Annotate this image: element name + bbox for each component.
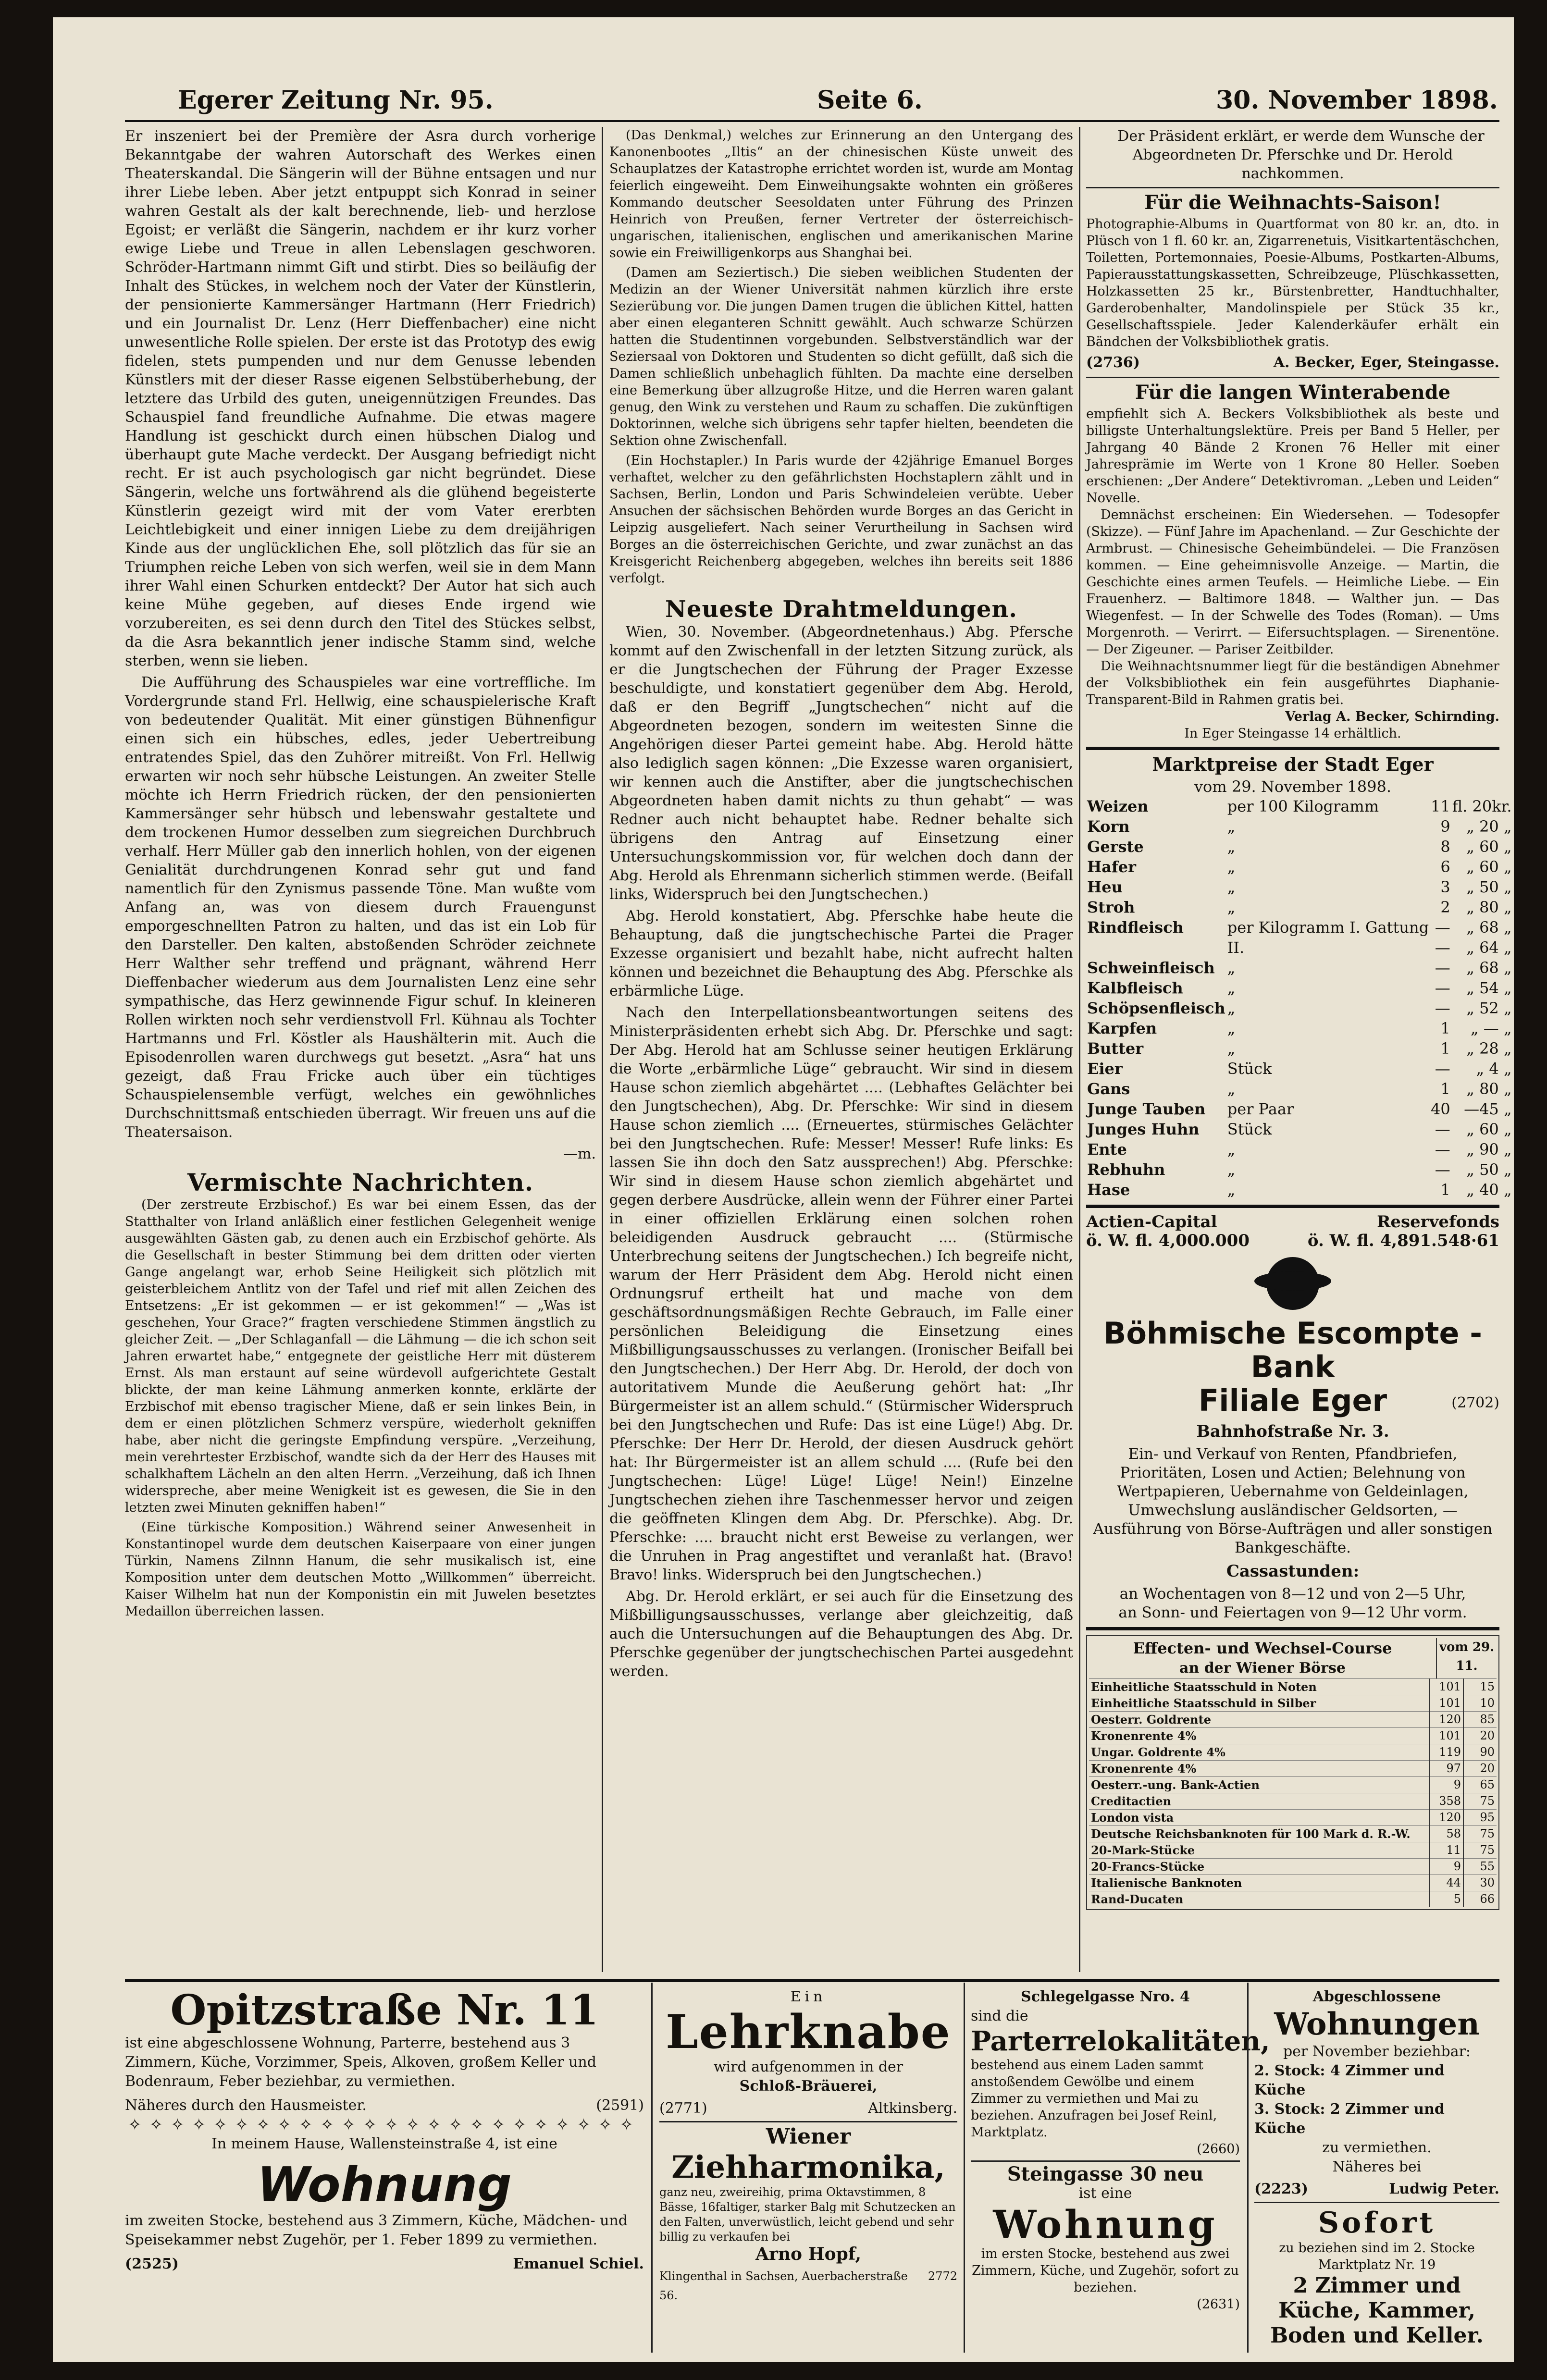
market-kr: „ 28 „ [1466,1039,1512,1058]
bank-reserve-value: ö. W. fl. 4,891.548·61 [1307,1231,1499,1250]
market-fl: 6 [1440,858,1450,876]
fx-name: Ungar. Goldrente 4% [1089,1744,1430,1761]
theater-review-text: Er inszeniert bei der Première der Asra durch vorherige Bekanntgabe der wahren Autorschaft des Werkes einen Theaterskandal. Die Sängerin will der Bühne entsagen und nur ihrer Liebe leben. Aber jetzt entpuppt sich Konrad in seiner wahren Gestalt als der kalt berechnende, lieb- und herzlose Egoist; er verläßt die Sängerin, nachdem er ihr kurz vorher ewige Liebe und Treue in allen Lebenslagen geschworen. Schröder-Hartmann nimmt Gift und stirbt. Dies so beiläufig der Inhalt des Stückes, in welchem noch der Vater der Künstlerin, der pensionierte Kammersänger Hartmann (Herr Friedrich) und ein Journalist Dr. Lenz (Herr Dieffenbacher) eine nicht unwesentliche Rolle spielen. Der erste ist das Prototyp des ewig fidelen, stets pumpenden und nur dem Genusse lebenden Künstlers mit der dieser Rasse eigenen Selbstüberhebung, der letztere das Urbild des guten, uneigennützigen Freundes. Das Schauspiel fand freundliche Aufnahme. Die etwas magere Handlung ist geschickt durch einen hübschen Dialog und überhaupt gute Mache verdeckt. Der Ausgang befriedigt nicht recht. Er ist auch psychologisch gar nicht begründet. Diese Sängerin, welche uns fortwährend als die glühend begeisterte Künstlerin gezeigt wird mit der vom Vater ererbten Leichtlebigkeit und einer innigen Liebe zu dem dreijährigen Kinde aus der unglücklichen Ehe, soll plötzlich das für sie an Triumphen reiche Leben von sich werfen, weil sie in dem Mann ihrer Wahl einen Schurken entdeckt? Der Autor hat sich auch keine Mühe gegeben, auf dieses Ende irgend wie vorzubereiten, es sei denn durch den Titel des Stückes selbst, da die Asra bekanntlich jener indische Stamm sind, welche sterben, wenn sie lieben. [125,128,596,669]
market-row [1086,897,1513,917]
market-unit: „ [1227,878,1236,896]
market-fl: 1 [1440,1019,1450,1037]
fx-value-fl: 101 [1430,1728,1463,1744]
market-row [1086,1079,1513,1099]
ad-steingasse-body: im ersten Stocke, bestehend aus zwei Zimmern, Küche, und Zugehör, sofort zu beziehen. [972,2246,1239,2295]
column-2 [609,127,1073,1967]
ad-weihnachts-body: Photographie-Albums in Quartformat von 80 kr. an, dto. in Plüsch von 1 fl. 60 kr. an, Zigarrenetuis, Visitkartentäschchen, Toiletten, Portemonnaies, Poesie-Albums, Postkarten-Albums, Papierausstattungskassetten, Schreibzeuge, Plüschkassetten, Holzkassetten 25 kr., Bürstenbretter, Handtuchhalter, Garderobenhalter, Mandolinspiele per Stück 35 kr., Gesellschaftsspiele. Jeder Kalenderkäufer erhält ein Bändchen der Volksbibliothek gratis. [1086,217,1499,349]
market-fl: — [1435,999,1450,1017]
market-kr: „ 68 „ [1466,918,1512,937]
market-item: Schöpsenfleisch [1087,999,1225,1017]
rule [1086,747,1499,750]
fx-name: Einheitliche Staatsschuld in Noten [1089,1679,1430,1695]
news-item-hochstapler: (Ein Hochstapler.) In Paris wurde der 42jährige Emanuel Borges verhaftet, welcher zu den gefährlichsten Hochstaplern zählt und in Sachsen, Berlin, London und Paris Schwindeleien verübte. Ueber Ansuchen der sächsischen Behörden wurde Borges an das Gericht in Leipzig ausgeliefert. Nach seiner Verurtheilung in Sachsen wird Borges an die österreichischen Gerichte, und zwar zunächst an das Kreisgericht Reichenberg abgegeben, welches ihn bereits seit 1886 verfolgt. [609,453,1073,586]
column-3 [1086,127,1512,1967]
market-row [1086,816,1513,837]
market-item: Eier [1087,1060,1123,1078]
ad-sofort-body: zu beziehen sind im 2. Stocke Marktplatz Nr. 19 [1279,2241,1475,2272]
market-unit: II. [1227,938,1245,957]
rule [1086,1205,1499,1208]
market-fl: — [1435,1060,1450,1078]
ad-winterabende-title: Für die langen Winterabende [1135,381,1451,404]
market-item: Rindfleisch [1087,918,1184,937]
market-kr: „ 4 „ [1476,1060,1512,1078]
fx-value-fl: 5 [1430,1891,1463,1908]
bank-name: Böhmische Escompte - Bank [1103,1316,1482,1384]
market-unit: „ [1227,817,1236,836]
market-kr: „ 90 „ [1466,1140,1512,1159]
market-row [1086,857,1513,877]
market-row [1086,1018,1513,1038]
fx-name: Einheitliche Staatsschuld in Silber [1089,1695,1430,1712]
fx-row [1089,1891,1497,1908]
ad-winterabende-address: In Eger Steingasse 14 erhältlich. [1184,726,1401,741]
fx-title: Effecten- und Wechsel-Course [1133,1639,1392,1657]
fx-table [1089,1678,1497,1907]
market-row [1086,1159,1513,1180]
ad-schlegelgasse-head: Schlegelgasse Nro. 4 [1021,1988,1190,2005]
market-fl: 2 [1440,898,1450,916]
fx-name: Kronenrente 4% [1089,1728,1430,1744]
ad-harmonika-name: Arno Hopf, [755,2244,862,2264]
ad-abgeschlossene-line2: 3. Stock: 2 Zimmer und Küche [1254,2101,1445,2137]
rule [1086,377,1499,378]
fx-value-fl: 120 [1430,1712,1463,1728]
market-kr: „ 60 „ [1466,858,1512,876]
ad-lehrknabe-number: (2771) [659,2100,707,2117]
market-unit: „ [1227,999,1236,1017]
masthead-date: 30. November 1898. [1216,86,1498,115]
ad-weihnachts-firm: A. Becker, Eger, Steingasse. [1273,354,1499,371]
ad-wallenstein-wohnung: Wohnung [257,2157,512,2213]
section-title-drahtmeldungen: Neueste Drahtmeldungen. [665,596,1017,623]
ads-divider-2 [964,1983,965,2353]
rule [659,2121,957,2122]
ad-lehrknabe-top: Ein [790,1988,827,2005]
market-unit: Stück [1227,1060,1272,1078]
ad-steingasse-intro: ist eine [1078,2185,1132,2202]
bank-branch: Filiale Eger [1198,1383,1387,1418]
telegram-wien-4: Abg. Dr. Herold erklärt, er sei auch für die Einsetzung des Mißbilligungsausschusses, verlange aber gleichzeitig, daß auch die Untersuchungen auf die Behauptungen des Abg. Dr. Pferschke gegenüber der jungtschechischen Partei ausgedehnt werden. [609,1588,1073,1680]
ad-harmonika-body: ganz neu, zweireihig, prima Oktavstimmen, 8 Bässe, 16faltiger, starker Balg mit Schutzecken an den Falten, unverwüstlich, leicht gebend und sehr billig zu verkaufen bei [659,2185,956,2244]
theater-review-signature: —m. [563,1146,596,1162]
fx-value-kr: 20 [1463,1761,1497,1777]
market-kr: „ 50 „ [1466,878,1512,896]
market-prices [1086,753,1512,1200]
fx-row [1089,1695,1497,1712]
ad-schlegelgasse-title: Parterrelokalitäten, [971,2025,1270,2057]
ad-opitzstrasse-number: (2591) [596,2097,644,2114]
market-unit: „ [1227,858,1236,876]
fx-name: Italienische Banknoten [1089,1875,1430,1891]
theater-review-text-2: Die Aufführung des Schauspieles war eine vortreffliche. Im Vordergrunde stand Frl. Hellwig, eine schauspielerische Kraft von bedeutender Qualität. Mit einer günstigen Bühnenfigur einen sich ein hübsches, edles, jeder Uebertreibung entratendes Spiel, das den Zuhörer mitreißt. Von Frl. Hellwig erwarten wir noch sehr hübsche Leistungen. An zweiter Stelle möchte ich Herrn Friedrich rücken, der den pensionierten Kammersänger sehr hübsch und lebenswahr gestaltete und dem trockenen Humor desselben zum siegreichen Durchbruch verhalf. Herr Müller gab den innerlich hohlen, von der eigenen Genialität durchdrungenen Konrad sehr gut und fand namentlich für den Zynismus passende Töne. Man wußte vom Anfang an, was von diesem durch Frauengunst emporgeschnellten Patron zu halten, und das ist ein Lob für den Darsteller. Den kalten, abstoßenden Schröder zeichnete Herr Walther sehr treffend und prägnant, während Herr Dieffenbacher wiederum aus dem Journalisten Lenz eine sehr sympathische, das Herz gewinnende Figur schuf. In kleineren Rollen wirkten noch sehr verdienstvoll Frl. Kühnau als Tochter Hartmanns und Frl. Köstler als Haushälterin mit. Auch die Episodenrollen waren durchwegs gut besetzt. „Asra“ hat uns gezeigt, daß Frau Fricke auch über ein tüchtiges Schauspielensemble verfügt, welches ein gewöhnliches Durchschnittsmaß entschieden überragt. Wir freuen uns auf die Theatersaison. [125,674,596,1141]
section-title-vermischte: Vermischte Nachrichten. [187,1168,534,1196]
ad-wallenstein-body: im zweiten Stocke, bestehend aus 3 Zimmern, Küche, Mädchen- und Speisekammer nebst Zugehör, per 1. Feber 1899 zu vermiethen. [125,2212,628,2248]
market-fl: 1 [1440,1181,1450,1199]
market-kr: „ 60 „ [1466,1120,1512,1138]
fx-value-fl: 9 [1430,1859,1463,1875]
market-kr: „ 80 „ [1466,898,1512,916]
market-item: Stroh [1087,898,1135,916]
fx-name: Oesterr. Goldrente [1089,1712,1430,1728]
market-unit: „ [1227,1019,1236,1037]
market-item: Weizen [1087,797,1149,815]
fx-name: Kronenrente 4% [1089,1761,1430,1777]
fx-row [1089,1744,1497,1761]
fx-subtitle: an der Wiener Börse [1179,1660,1346,1677]
market-fl: — [1435,1160,1450,1179]
masthead-page-number: Seite 6. [817,86,923,115]
market-kr: „ 20 „ [1466,817,1512,836]
exchange-rates [1086,1635,1499,1910]
market-row [1086,1119,1513,1139]
fx-value-fl: 11 [1430,1842,1463,1859]
fx-name: 20-Francs-Stücke [1089,1859,1430,1875]
market-unit: „ [1227,1080,1236,1098]
market-unit: „ [1227,959,1236,977]
market-item: Schweinfleisch [1087,959,1215,977]
market-fl: — [1435,918,1450,937]
market-unit: per 100 Kilogramm [1227,797,1379,815]
ad-harmonika-top: Wiener [766,2124,851,2149]
fx-row [1089,1793,1497,1810]
fx-value-fl: 119 [1430,1744,1463,1761]
news-item-erzbischof: (Der zerstreute Erzbischof.) Es war bei einem Essen, das der Statthalter von Irland anläßlich einer festlichen Gelegenheit wenige ausgewählten Gästen gab, zu denen auch ein Erzbischof gehörte. Als die Gesellschaft in bester Stimmung bei dem dritten oder vierten Gange angelangt war, erhob Seine Heiligkeit sich plötzlich mit geisterbleichem Antlitz von der Tafel und rief mit allen Zeichen des Entsetzens: „Er ist gekommen — er ist gekommen!“ — „Was ist geschehen, Your Grace?“ fragten verschiedene Stimmen ängstlich zu gleicher Zeit. — „Der Schlaganfall — die Lähmung — die ich schon seit Jahren erwartet habe,“ entgegnete der geistliche Herr mit düsterem Ernst. Als man erstaunt auf seine würdevoll aufgerichtete Gestalt blickte, der man keine Lähmung anmerken konnte, erklärte der Erzbischof mit ebenso tragischer Miene, daß er sein linkes Bein, in dem er einen plötzlichen Schmerz verspüre, wiederholt gekniffen habe, aber nicht die geringste Empfindung verspüre. „Verzeihung, mein verehrtester Erzbischof, wandte sich da der Herr des Hauses mit schalkhaftem Lächeln an den alten Herrn. „Verzeihung, daß ich Ihnen widerspreche, aber meine Wenigkeit ist es gewesen, die Sie in den letzten zwei Minuten gekniffen haben!“ [125,1197,596,1515]
masthead-rule [125,120,1499,122]
market-row [1086,837,1513,857]
ad-harmonika-address: Klingenthal in Sachsen, Auerbacherstraße 56. [659,2269,908,2302]
bank-capital-label: Actien-Capital [1086,1212,1217,1232]
market-item: Ente [1087,1140,1127,1159]
fx-row [1089,1712,1497,1728]
fx-value-fl: 101 [1430,1695,1463,1712]
ad-sofort-rooms: 2 Zimmer und Küche, Kammer, Boden und Keller. [1270,2273,1484,2348]
ad-abgeschlossene-line3: zu vermiethen. [1322,2139,1432,2156]
ornament-border: ✧✧✧✧✧✧✧✧✧✧✧✧✧✧✧✧✧✧✧✧✧✧✧✧ [128,2115,641,2134]
ads-column-2 [659,1987,957,2353]
market-kr: „ 54 „ [1466,979,1512,997]
market-fl: 1 [1440,1039,1450,1058]
president-note: Der Präsident erklärt, er werde dem Wunsche der Abgeordneten Dr. Pferschke und Dr. Herold nachkommen. [1117,128,1485,182]
fx-name: 20-Mark-Stücke [1089,1842,1430,1859]
fx-value-kr: 90 [1463,1744,1497,1761]
market-item [1086,937,1226,958]
market-unit: Stück [1227,1120,1272,1138]
ad-steingasse-wohnung: Wohnung [993,2202,1218,2247]
fx-value-fl: 358 [1430,1793,1463,1810]
ad-wallenstein-number: (2525) [125,2256,179,2272]
market-row [1086,998,1513,1018]
masthead-paper-name: Egerer Zeitung Nr. 95. [178,86,494,115]
ad-harmonika-number: 2772 [928,2269,957,2283]
market-kr: „ 40 „ [1466,1181,1512,1199]
fx-value-fl: 97 [1430,1761,1463,1777]
market-unit: „ [1227,838,1236,856]
double-eagle-icon [1266,1257,1319,1310]
ad-schlegelgasse-body: bestehend aus einem Laden sammt anstoßendem Gewölbe und einem Zimmer zu vermiethen und Mai zu beziehen. Anzufragen bei Josef Reinl, Marktplatz. [971,2058,1217,2140]
ad-abgeschlossene-number: (2223) [1254,2181,1308,2197]
ad-weihnachts-number: (2736) [1086,354,1140,371]
market-row [1086,937,1513,958]
fx-value-kr: 15 [1463,1679,1497,1695]
rule [1086,187,1499,188]
fx-value-kr: 95 [1463,1810,1497,1826]
market-unit: per Kilogramm I. Gattung [1227,918,1429,937]
market-row [1086,1180,1513,1200]
market-kr: „ 64 „ [1466,938,1512,957]
market-fl: — [1435,1140,1450,1159]
ads-top-rule [125,1979,1499,1982]
masthead [125,75,1499,118]
market-kr: „ 60 „ [1466,838,1512,856]
market-fl: — [1435,959,1450,977]
ad-opitzstrasse-body: ist eine abgeschlossene Wohnung, Parterre, bestehend aus 3 Zimmern, Küche, Vorzimmer, Speis, Alkoven, großem Keller und Bodenraum, Feber beziehbar, zu vermiethen. [125,2035,596,2090]
rule [1086,1627,1499,1630]
fx-value-kr: 55 [1463,1859,1497,1875]
fx-row [1089,1761,1497,1777]
market-fl: 9 [1440,817,1450,836]
market-item: Korn [1087,817,1130,836]
ads-divider-3 [1247,1983,1249,2353]
telegram-wien-1: Wien, 30. November. (Abgeordnetenhaus.) Abg. Pfersche kommt auf den Zwischenfall in der letzten Sitzung zurück, als er die Jungtschechen der Führung der Prager Exzesse beschuldigte, und konstatiert gegenüber dem Abg. Herold, daß er den Begriff „Jungtschechen“ nicht auf die Abgeordneten bezogen, sondern im weitesten Sinne die Angehörigen dieser Partei gemeint habe. Abg. Herold hätte also lediglich sagen können: „Die Exzesse waren organisiert, wir kennen auch die Anstifter, aber die jungtschechischen Abgeordneten haben damit nichts zu thun gehabt“ — was Redner auch nicht behauptet habe. Redner behalte sich übrigens den Antrag auf Einsetzung einer Untersuchungskommission vor, für welchen doch dann der Abg. Herold als Ehrenmann sicherlich stimmen werde. (Beifall links, Widerspruch bei den Jungtschechen.) [609,624,1073,903]
ad-winterabende [1086,383,1499,742]
market-item: Junges Huhn [1087,1120,1200,1138]
bank-ad-number: (2702) [1451,1394,1499,1411]
fx-value-kr: 75 [1463,1793,1497,1810]
fx-value-fl: 9 [1430,1777,1463,1793]
ads-divider-1 [651,1983,653,2353]
market-item: Hafer [1087,858,1136,876]
fx-value-fl: 101 [1430,1679,1463,1695]
bank-ad [1086,1213,1499,1622]
market-date: vom 29. November 1898. [1194,777,1392,796]
fx-value-kr: 65 [1463,1777,1497,1793]
ad-abgeschlossene-head: Abgeschlossene [1312,1988,1441,2005]
bank-hours-title: Cassastunden: [1226,1562,1360,1581]
bank-reserve-label: Reservefonds [1377,1212,1499,1232]
ad-steingasse-head: Steingasse 30 neu [1007,2163,1204,2185]
fx-row [1089,1728,1497,1744]
ad-lehrknabe-firm: Schloß-Bräuerei, [739,2078,878,2095]
telegram-wien-3: Nach den Interpellationsbeantwortungen seitens des Ministerpräsidenten erhebt sich Abg. Dr. Pferschke und sagt: Der Abg. Herold hat am Schlusse seiner heutigen Erklärung die Worte „erbärmliche Lüge“ gebraucht. Wir sind in diesem Hause schon ziemlich abgehärtet .... (Lebhaftes Gelächter bei den Jungtschechen), Abg. Dr. Pferschke: Wir sind in diesem Hause schon ziemlich .... (Erneuertes, stürmisches Gelächter bei den Jungtschechen. Rufe: Messer! Messer! Rufe links: Es lassen Sie ihn doch den Satz aussprechen!) Abg. Pferschke: Wir sind in diesem Hause schon ziemlich abgehärtet und gegen derbere Ausdrücke, allein wenn der Führer einer Partei in einer offiziellen Erklärung einen solchen rohen beleidigenden Ausdruck gebraucht .... (Stürmische Unterbrechung seitens der Jungtschechen.) Ich begreife nicht, warum der Herr Präsident dem Abg. Herold nicht einen Ordnungsruf ertheilt hat und mache von dem geschäftsordnungsmäßigen Rechte Gebrauch, im Falle einer persönlichen Beleidigung die Einsetzung eines Mißbilligungsausschusses zu verlangen. (Ironischer Beifall bei den Jungtschechen.) Der Herr Abg. Dr. Herold, der doch von autoritativem Munde die Aeußerung gehört hat: „Ihr Bürgermeister ist an allem schuld.“ (Stürmischer Widerspruch bei den Jungtschechen und Rufe: Das ist eine Lüge!) Abg. Dr. Pferschke: Der Herr Dr. Herold, der diesen Ausdruck gehört hat: Ihr Bürgermeister ist an allem schuld .... (Rufe bei den Jungtschechen: Lüge! Lüge! Lüge! Nein!) Einzelne Jungtschechen ziehen ihre Taschenmesser hervor und zeigen die geöffneten Klingen dem Abg. Dr. Pferschke). Abg. Dr. Pferschke: .... braucht nicht erst Beweise zu verlangen, wer die Unruhen in Prag angestiftet und veranlaßt hat. (Bravo! Bravo! links. Widerspruch bei den Jungtschechen.) [609,1004,1073,1583]
fx-value-kr: 66 [1463,1891,1497,1908]
market-row [1086,958,1513,978]
market-item: Junge Tauben [1087,1100,1206,1118]
market-unit: „ [1227,898,1236,916]
market-title: Marktpreise der Stadt Eger [1152,753,1434,775]
market-kr: fl. 20kr. [1452,797,1512,815]
market-unit: „ [1227,979,1236,997]
fx-row [1089,1810,1497,1826]
market-fl: 1 [1440,1080,1450,1098]
fx-name: Creditactien [1089,1793,1430,1810]
market-unit: per Paar [1227,1100,1294,1118]
fx-row [1089,1777,1497,1793]
market-row [1086,1099,1513,1119]
market-row [1086,1059,1513,1079]
fx-value-fl: 44 [1430,1875,1463,1891]
ad-winterabende-upcoming: Demnächst erscheinen: Ein Wiedersehen. — Todesopfer (Skizze). — Fünf Jahre im Apachenland. — Zur Geschichte der Armbrust. — Chinesische Geheimbündelei. — Die Französen kommen. — Eine geheimnisvolle Anzeige. — Martin, die Geschichte eines armen Teufels. — Heimliche Liebe. — Ein Frauenherz. — Baltimore 1848. — Walther jun. — Das Wiegenfest. — In der Schwelle des Todes (Roman). — Ums Morgenroth. — Verirrt. — Eifersuchtsplagen. — Sirenentöne. — Der Zigeuner. — Pariser Zeitbilder. [1086,507,1499,657]
ad-schlegelgasse-number: (2660) [1197,2142,1240,2157]
ad-abgeschlossene-title: Wohnungen [1274,2006,1480,2042]
ads-column-3 [971,1987,1270,2353]
market-fl: — [1435,1120,1450,1138]
ad-schlegelgasse-intro: sind die [971,2008,1028,2024]
market-row [1086,978,1513,998]
market-unit: „ [1227,1039,1236,1058]
ad-winterabende-firm: Verlag A. Becker, Schirnding. [1285,709,1499,724]
market-fl: — [1435,979,1450,997]
market-fl: 40 [1431,1100,1450,1118]
market-row [1086,1038,1513,1059]
market-item: Hase [1087,1181,1130,1199]
ad-harmonika-title: Ziehharmonika, [671,2149,945,2185]
rule [1254,2202,1499,2203]
ad-abgeschlossene-body: per November beziehbar: [1283,2043,1471,2060]
ad-lehrknabe-title: Lehrknabe [666,2005,951,2059]
market-kr: —45 „ [1464,1100,1512,1118]
news-item-komposition: (Eine türkische Komposition.) Während seiner Anwesenheit in Konstantinopel wurde dem deutschen Kaiserpaare von einer jungen Türkin, Namens Zilnnn Hanum, die sehr musikalisch ist, eine Komposition unter dem deutschen Motto „Willkommen“ überreicht. Kaiser Wilhelm hat nun der Komponistin ein mit Juwelen besetztes Medaillon überreichen lassen. [125,1520,596,1619]
newspaper-page [53,17,1514,2362]
market-kr: „ 52 „ [1466,999,1512,1017]
ad-winterabende-body: empfiehlt sich A. Beckers Volksbibliothek als beste und billigste Unterhaltungslektüre. Preis per Band 5 Heller, per Jahrgang 40 Bände 2 Kronen 76 Heller mit einer Jahresprämie im Werte von 1 Krone 80 Heller. Soeben erschienen: „Der Andere“ Detektivroman. „Leben und Leiden“ Novelle. [1086,407,1499,506]
market-kr: „ — „ [1471,1019,1512,1037]
market-kr: „ 50 „ [1466,1160,1512,1179]
market-row [1086,1139,1513,1159]
fx-value-kr: 75 [1463,1826,1497,1842]
ad-wallenstein-intro: In meinem Hause, Wallensteinstraße 4, ist eine [211,2135,557,2152]
ad-opitzstrasse-foot: Näheres durch den Hausmeister. [125,2097,367,2114]
market-fl: 3 [1440,878,1450,896]
market-unit: „ [1227,1181,1236,1199]
fx-value-kr: 85 [1463,1712,1497,1728]
market-item: Butter [1087,1039,1144,1058]
bank-capital-value: ö. W. fl. 4,000.000 [1086,1231,1250,1250]
ad-lehrknabe-place: Altkinsberg. [868,2100,957,2117]
fx-row [1089,1842,1497,1859]
ad-wallenstein-name: Emanuel Schiel. [513,2256,644,2272]
bank-services: Ein- und Verkauf von Renten, Pfandbriefen, Prioritäten, Losen und Actien; Belehnung von Wertpapieren, Uebernahme von Geldeinlagen, Umwechslung ausländischer Geldsorten, — Ausführung von Börse-Aufträgen und aller sonstigen Bankgeschäfte. [1093,1445,1493,1556]
ad-weihnachts-title: Für die Weihnachts-Saison! [1144,191,1441,214]
market-kr: „ 68 „ [1466,959,1512,977]
column-divider-2 [1079,127,1080,1972]
telegram-wien-2: Abg. Herold konstatiert, Abg. Pferschke habe heute die Behauptung, daß die jungtschechische Partei die Prager Exzesse organisiert und bezahlt habe, nicht aufrecht halten können und bezeichnet die Behauptung des Abg. Pferschke als erbärmliche Lüge. [609,908,1073,999]
news-item-denkmal: (Das Denkmal,) welches zur Erinnerung an den Untergang des Kanonenbootes „Iltis“ an der chinesischen Küste unweit des Schauplatzes der Katastrophe errichtet worden ist, wurde am Montag feierlich eingeweiht. Dem Einweihungsakte wohnten ein größeres Kommando deutscher Seesoldaten unter Führung des Prinzen Heinrich von Preußen, ferner Vertreter der österreichisch-ungarischen, italienischen, englischen und amerikanischen Marine sowie ein Freiwilligenkorps aus Shanghai bei. [609,128,1073,260]
market-kr: „ 80 „ [1466,1080,1512,1098]
market-fl: — [1435,938,1450,957]
market-item: Kalbfleisch [1087,979,1183,997]
ads-column-1 [125,1987,644,2353]
market-table [1086,796,1513,1200]
fx-name: Oesterr.-ung. Bank-Actien [1089,1777,1430,1793]
market-row [1086,877,1513,897]
fx-row [1089,1679,1497,1695]
market-item: Gerste [1087,838,1144,856]
market-item: Karpfen [1087,1019,1157,1037]
fx-value-kr: 30 [1463,1875,1497,1891]
market-unit: „ [1227,1160,1236,1179]
ads-column-4 [1254,1987,1499,2353]
market-item: Gans [1087,1080,1130,1098]
market-fl: 8 [1440,838,1450,856]
market-item: Rebhuhn [1087,1160,1165,1179]
bank-hours-weekdays: an Wochentagen von 8—12 und von 2—5 Uhr, [1119,1585,1466,1603]
fx-value-fl: 120 [1430,1810,1463,1826]
fx-date-header: vom 29. 11. [1436,1638,1497,1678]
market-row [1086,917,1513,937]
ad-opitzstrasse-title: Opitzstraße Nr. 11 [170,1986,599,2035]
fx-value-fl: 58 [1430,1826,1463,1842]
fx-row [1089,1826,1497,1842]
column-1 [125,127,596,1967]
fx-name: Rand-Ducaten [1089,1891,1430,1908]
column-divider-1 [602,127,603,1972]
fx-value-kr: 75 [1463,1842,1497,1859]
market-fl: 11 [1431,797,1450,815]
ad-winterabende-christmas: Die Weihnachtsnummer liegt für die beständigen Abnehmer der Volksbibliothek ein fein ausgeführtes Diaphanie-Transparent-Bild in Rahmen gratis bei. [1086,659,1499,707]
market-row [1086,796,1513,816]
fx-row [1089,1875,1497,1891]
ad-abgeschlossene-line1: 2. Stock: 4 Zimmer und Küche [1254,2062,1445,2098]
ad-steingasse-number: (2631) [1197,2297,1240,2312]
fx-name: Deutsche Reichsbanknoten für 100 Mark d. R.-W. [1089,1826,1430,1842]
news-item-damen-seziertisch: (Damen am Seziertisch.) Die sieben weiblichen Studenten der Medizin an der Wiener Universität nahmen kürzlich ihre erste Sezierübung vor. Die jungen Damen trugen die üblichen Kittel, hatten aber einen eleganteren Schnitt gewählt. Auch schwarze Schürzen hatten die Studentinnen vorgebunden. Selbstverständlich war der Seziersaal von Doktoren und Studenten so dicht gefüllt, daß sich die Damen schließlich unbehaglich fühlten. Da machte eine derselben eine Bemerkung über allzugroße Hitze, und die Herren waren galant genug, den Wink zu verstehen und Raum zu schaffen. Die zukünftigen Doktorinnen, welche sich übrigens sehr tapfer hielten, beendeten die Sektion ohne Zwischenfall. [609,265,1073,448]
rule [971,2160,1240,2162]
bank-hours-holidays: an Sonn- und Feiertagen von 9—12 Uhr vorm. [1118,1604,1467,1621]
market-item: Heu [1087,878,1123,896]
ad-sofort-title: Sofort [1318,2206,1436,2240]
ad-abgeschlossene-foot: Näheres bei [1332,2158,1422,2175]
ad-lehrknabe-body: wird aufgenommen in der [713,2059,903,2075]
fx-name: London vista [1089,1810,1430,1826]
ad-abgeschlossene-name: Ludwig Peter. [1389,2181,1499,2197]
fx-row [1089,1859,1497,1875]
fx-value-kr: 10 [1463,1695,1497,1712]
bank-street: Bahnhofstraße Nr. 3. [1196,1422,1389,1441]
market-unit: „ [1227,1140,1236,1159]
fx-value-kr: 20 [1463,1728,1497,1744]
ad-weihnachts-saison [1086,193,1499,372]
